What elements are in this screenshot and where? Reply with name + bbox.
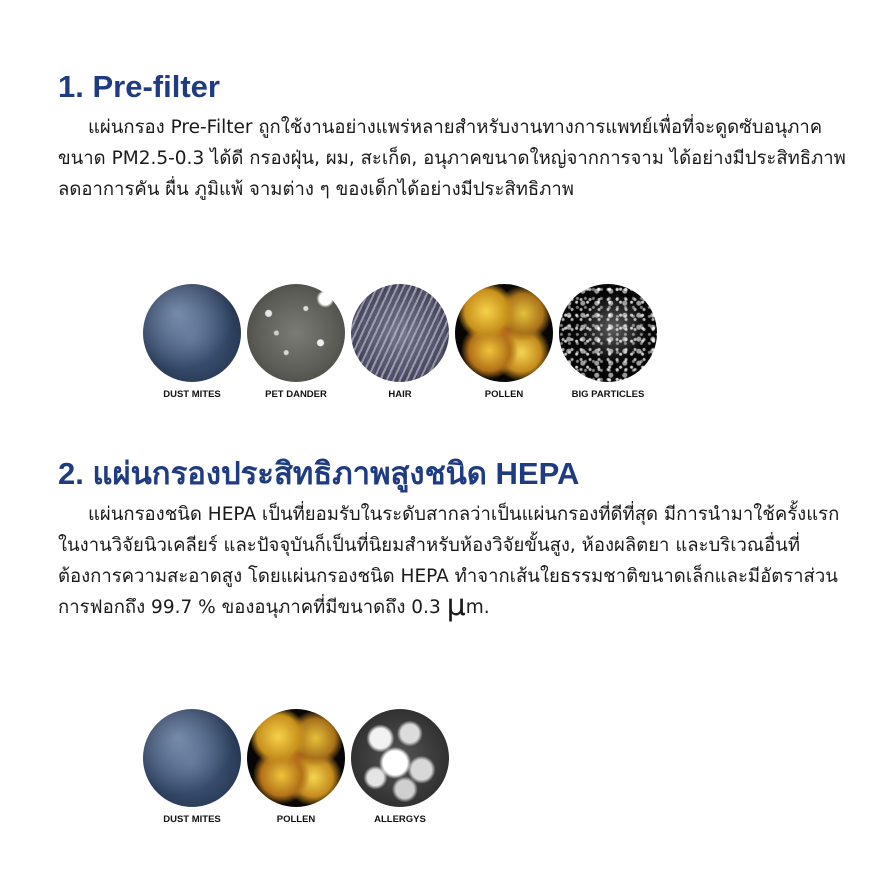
particle-item-pet-dander [244,284,348,400]
particle-caption: DUST MITES [163,389,221,400]
particle-item-hair [348,284,452,400]
hepa-particle-images [140,709,452,825]
particle-caption: PET DANDER [265,389,327,400]
particle-caption: POLLEN [276,814,316,825]
particle-item-big-particles [556,284,660,400]
micro-symbol: μ [446,588,466,623]
prefilter-description: แผ่นกรอง Pre-Filter ถูกใช้งานอย่างแพร่หลายสำหรับงานทางการแพทย์เพื่อที่จะดูดซับอนุภาคขนาด PM2.5-0.3 ได้ดี กรองฝุ่น, ผม, สะเก็ด, อนุภาคขนาดใหญ่จากการจาม ได้อย่างมีประสิทธิภาพ ลดอาการคัน ผื่น ภูมิแพ้ จามต่าง ๆ ของเด็กได้อย่างมีประสิทธิภาพ [58,117,846,200]
particle-item-dust-mites [140,709,244,825]
pet-dander-image [247,284,345,382]
dust-mites-image [143,709,241,807]
particle-item-allergys [348,709,452,825]
pollen-image [247,709,345,807]
particle-caption: BIG PARTICLES [571,389,645,400]
unit-suffix: m. [465,597,490,618]
prefilter-particle-images [140,284,660,400]
particle-caption: DUST MITES [163,814,221,825]
big-particles-image [559,284,657,382]
particle-item-dust-mites [140,284,244,400]
particle-item-pollen [452,284,556,400]
hepa-description-text: แผ่นกรองชนิด HEPA เป็นที่ยอมรับในระดับสากลว่าเป็นแผ่นกรองที่ดีที่สุด มีการนำมาใช้ครั้งแรกในงานวิจัยนิวเคลียร์ และปัจจุบันก็เป็นที่นิยมสำหรับห้องวิจัยขั้นสูง, ห้องผลิตยา และบริเวณอื่นที่ต้องการความสะอาดสูง โดยแผ่นกรองชนิด HEPA ทำจากเส้นใยธรรมชาติขนาดเล็กและมีอัตราส่วนการฟอกถึง 99.7 % ของอนุภาคที่มีขนาดถึง 0.3 [58,504,840,618]
particle-caption: HAIR [388,389,412,400]
allergys-image [351,709,449,807]
pollen-image [455,284,553,382]
prefilter-heading: 1. Pre-filter [58,69,220,104]
hepa-section [58,455,858,623]
particle-caption: ALLERGYS [374,814,426,825]
dust-mites-image [143,284,241,382]
prefilter-section [58,68,858,205]
hepa-heading: 2. แผ่นกรองประสิทธิภาพสูงชนิด HEPA [58,456,580,491]
particle-caption: POLLEN [484,389,524,400]
particle-item-pollen [244,709,348,825]
hair-image [351,284,449,382]
hepa-description [58,499,858,623]
